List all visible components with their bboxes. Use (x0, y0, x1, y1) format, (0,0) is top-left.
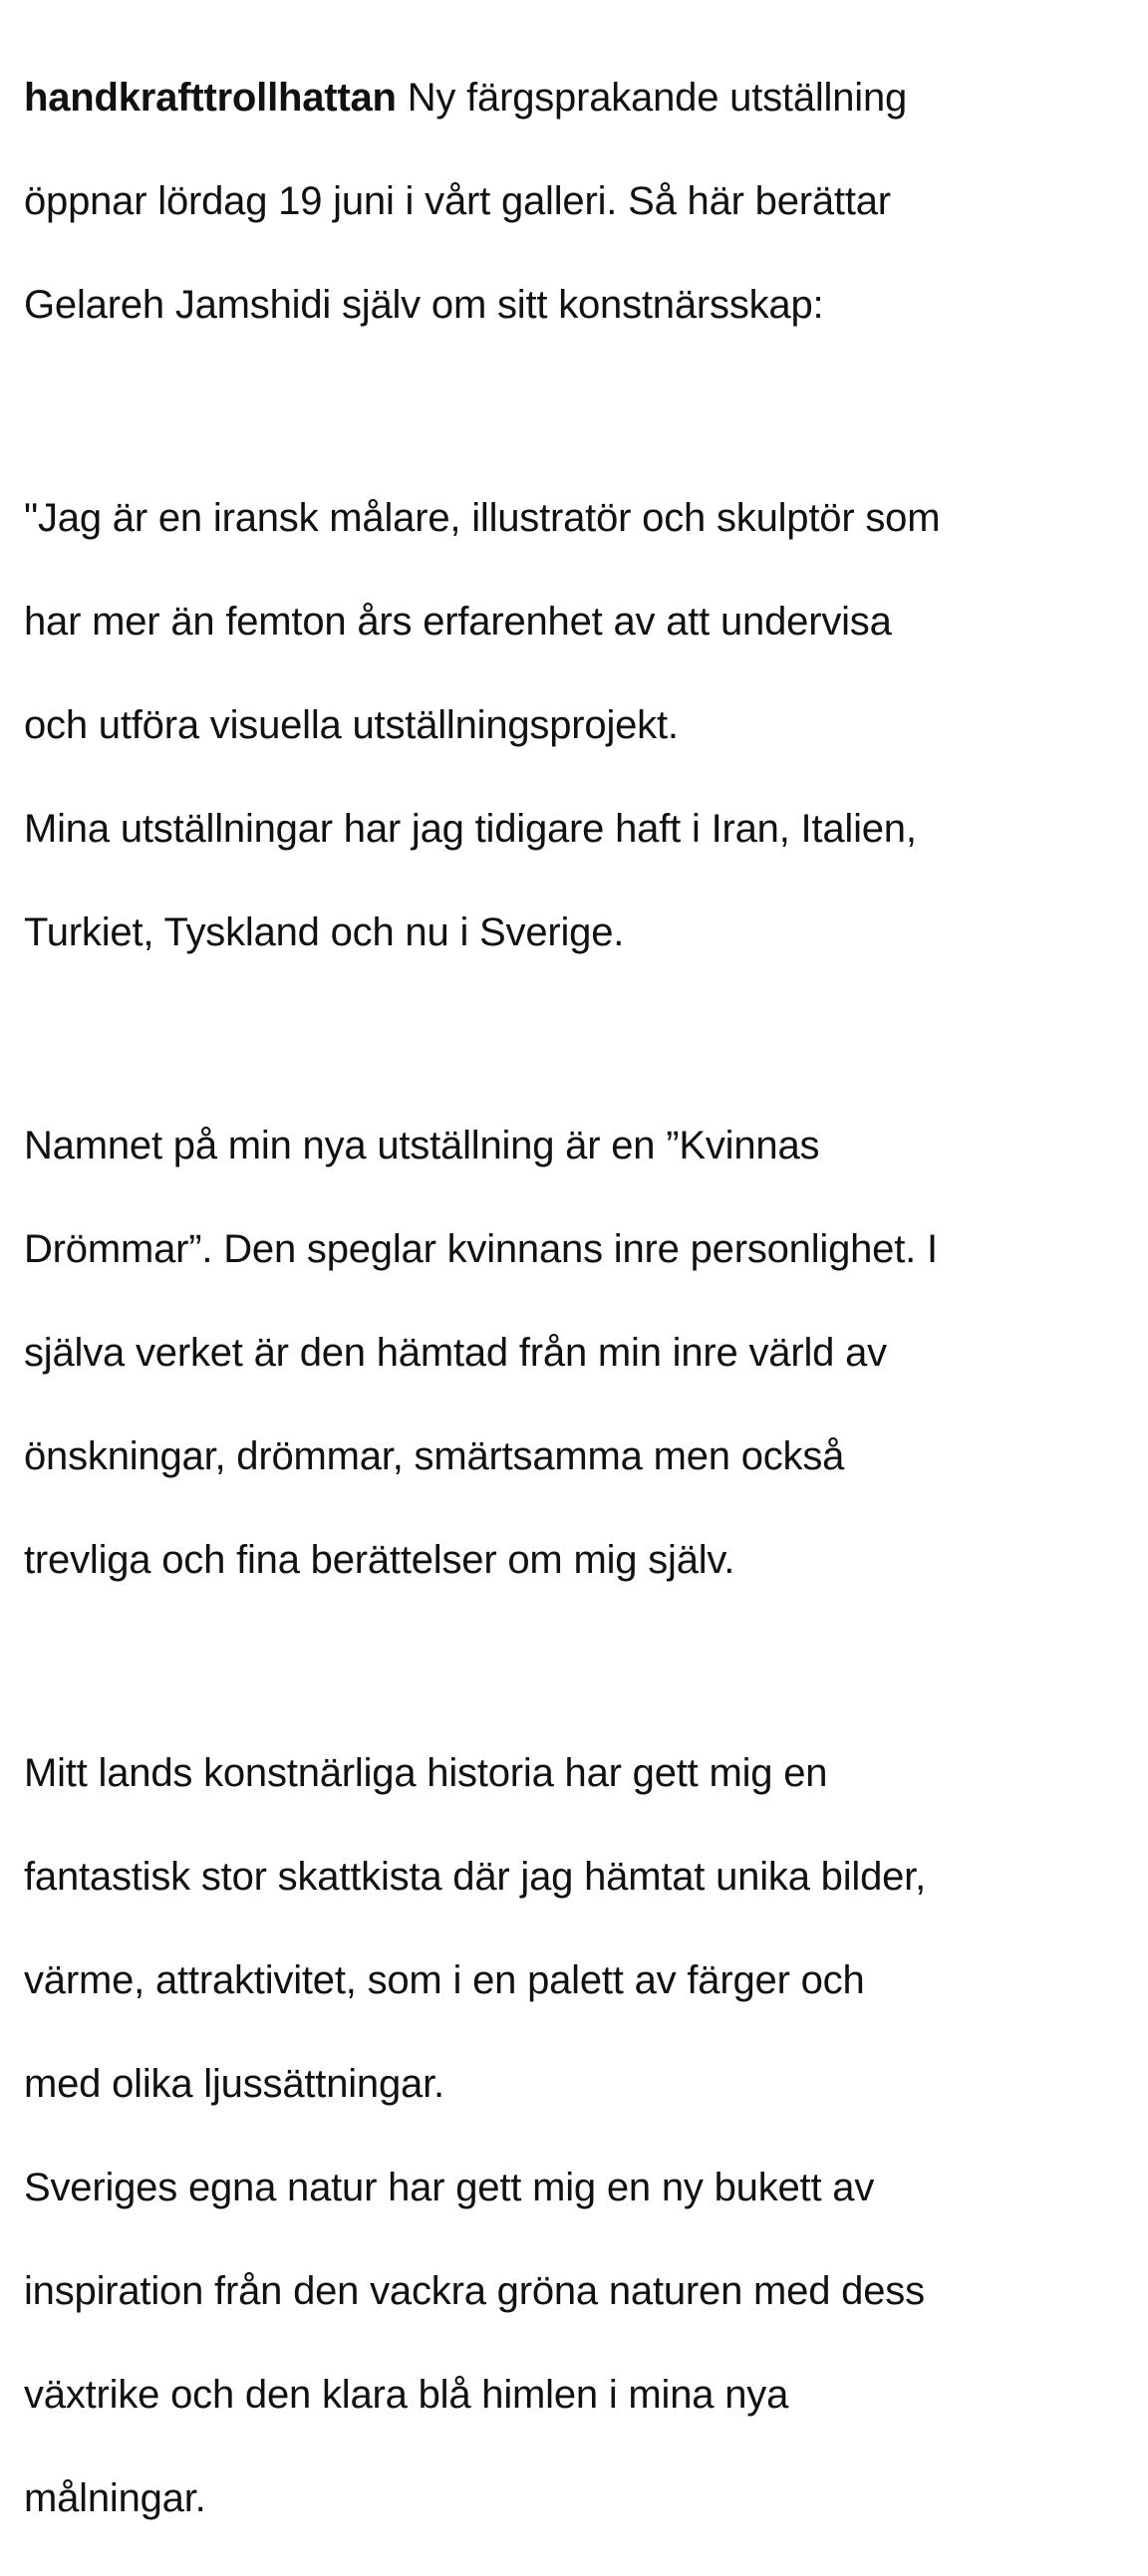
caption-paragraph (24, 1695, 1130, 2576)
paragraph-gap (24, 1010, 1130, 1068)
caption-line: Turkiet, Tyskland och nu i Sverige. (24, 910, 625, 954)
caption-line: Mina utställningar har jag tidigare haft i Iran, Italien, (24, 807, 917, 851)
caption-line: målningar. (24, 2476, 206, 2520)
post-caption (24, 20, 1130, 2576)
caption-line: önskningar, drömmar, smärtsamma men också (24, 1434, 845, 1478)
caption-line: Mitt lands konstnärliga historia har gett mig en (24, 1751, 828, 1795)
caption-paragraph (24, 440, 1130, 1010)
caption-line: växtrike och den klara blå himlen i mina nya (24, 2373, 789, 2417)
caption-line: Sveriges egna natur har gett mig en ny bukett av (24, 2166, 875, 2209)
username-link[interactable]: handkrafttrollhattan (24, 76, 397, 120)
caption-line (24, 72, 1130, 124)
paragraph-gap (24, 383, 1130, 440)
caption-line: öppnar lördag 19 juni i vårt galleri. Så här berättar (24, 179, 891, 223)
caption-line: fantastisk stor skattkista där jag hämtat unika bilder, (24, 1855, 926, 1899)
caption-paragraph (24, 1068, 1130, 1638)
caption-line: trevliga och fina berättelser om mig själv. (24, 1538, 735, 1582)
caption-line: värme, attraktivitet, som i en palett av färger och (24, 1958, 865, 2002)
paragraph-gap (24, 1638, 1130, 1695)
caption-line: själva verket är den hämtad från min inre värld av (24, 1331, 887, 1375)
caption-line: Gelareh Jamshidi själv om sitt konstnärsskap: (24, 283, 824, 327)
caption-line: har mer än femton års erfarenhet av att undervisa (24, 600, 892, 644)
caption-paragraph (24, 20, 1130, 383)
caption-line: med olika ljussättningar. (24, 2062, 444, 2106)
caption-line: "Jag är en iransk målare, illustratör och skulptör som (24, 496, 941, 540)
caption-text: Ny färgsprakande utställning (407, 76, 908, 120)
caption-line: och utföra visuella utställningsprojekt. (24, 703, 679, 747)
caption-line: Drömmar”. Den speglar kvinnans inre personlighet. I (24, 1227, 938, 1271)
caption-line: inspiration från den vackra gröna naturen med dess (24, 2269, 925, 2313)
caption-line: Namnet på min nya utställning är en ”Kvinnas (24, 1124, 820, 1167)
